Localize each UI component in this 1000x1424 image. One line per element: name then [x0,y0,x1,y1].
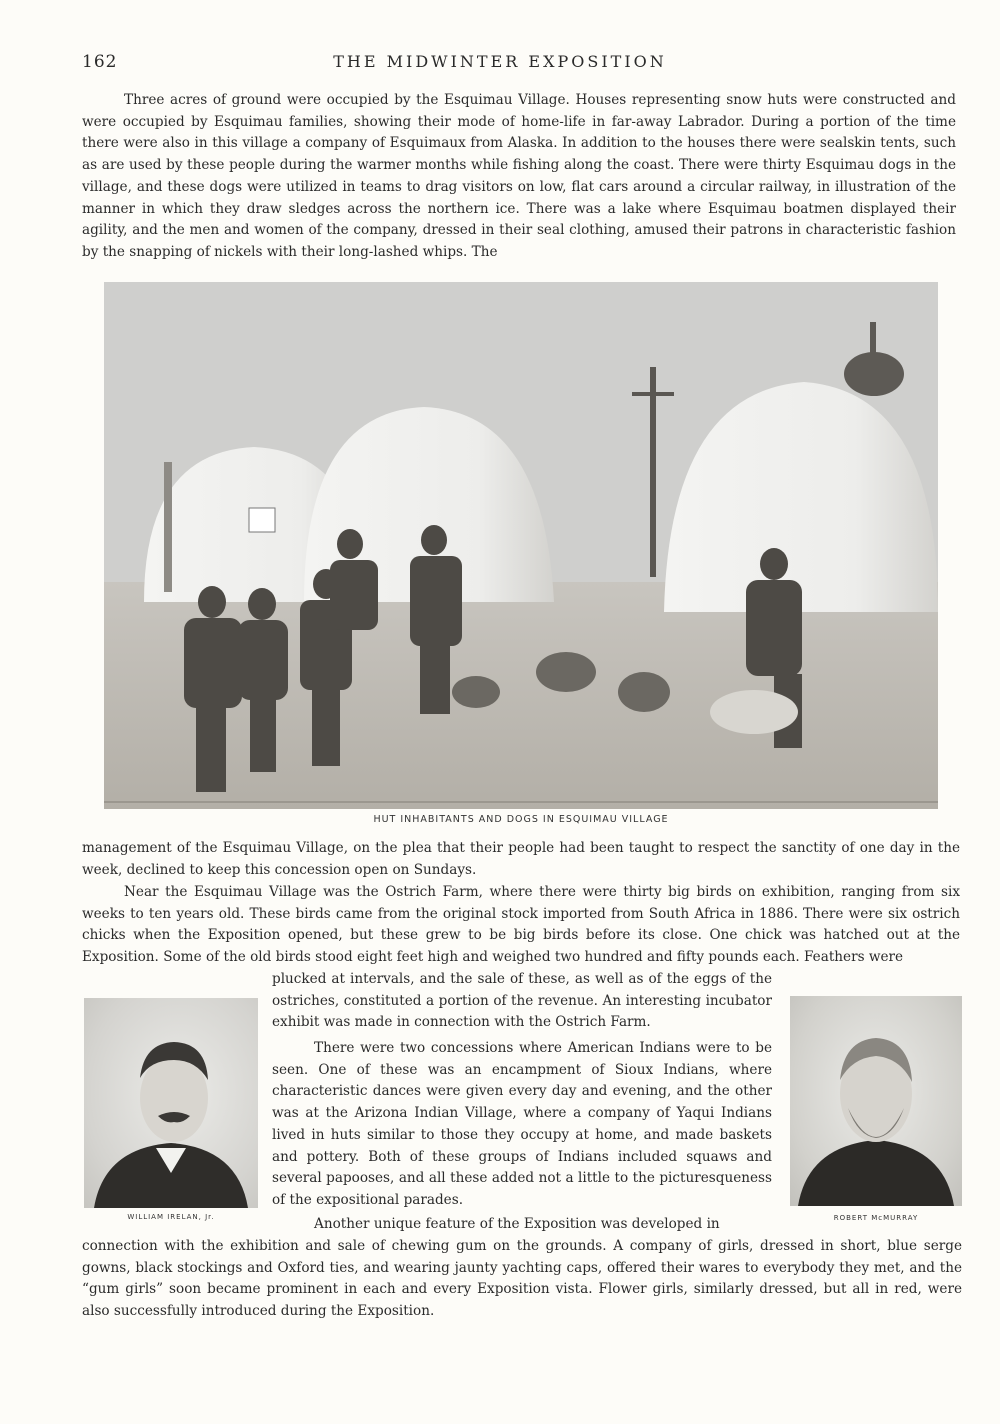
portrait-illustration-left [84,998,258,1208]
paragraph-gum-girls-start: Another unique feature of the Exposition was developed in [314,1216,720,1232]
main-photo-caption: HUT INHABITANTS AND DOGS IN ESQUIMAU VILLAGE [373,814,669,825]
paragraph-ostrich-farm: Near the Esquimau Village was the Ostrich Farm, where there were thirty big birds on exhibition, ranging from six weeks to ten years old. These birds came from the original stock imported from South Africa in 1886. There were six ostrich chicks when the Exposition opened, but these grew to be big birds before its close. One chick was hatched out at the Exposition. Some of the old birds stood eight feet high and weighed two hundred and fifty pounds each. Feathers were [82,884,960,966]
portrait-illustration-right [790,996,962,1206]
right-portrait-caption: ROBERT McMURRAY [833,1214,919,1222]
paragraph-gum-girls: connection with the exhibition and sale of chewing gum on the grounds. A company of girls, dressed in short, blue serge gowns, black stockings and Oxford ties, and wearing jaunty yachting caps, offered their wares to everybody they met, and the “gum girls” soon became prominent in each and every Exposition vista. Flower girls, similarly dressed, but all in red, were also successfully introduced during the Exposition. [82,1238,962,1320]
page-number: 162 [82,52,118,72]
running-head: THE MIDWINTER EXPOSITION [333,52,667,71]
paragraph-esquimau-sundays: management of the Esquimau Village, on the plea that their people had been taught to respect the sanctity of one day in the week, declined to keep this concession open on Sundays. [82,840,960,878]
paragraph-american-indians: There were two concessions where American Indians were to be seen. One of these was an encampment of Sioux Indians, where characteristic dances were given every day and evening, and the other was at the Arizona Indian Village, where a company of Yaqui Indians lived in huts similar to those they occupy at home, and made baskets and pottery. Both of these groups of Indians included squaws and several papooses, and all these added not a little to the picturesqueness of the expositional parades. [272,1040,772,1208]
photo-esquimau-village [104,282,938,809]
portrait-william-irelan [84,998,258,1208]
paragraph-ostrich-farm-continued: plucked at intervals, and the sale of these, as well as of the eggs of the ostriches, constituted a portion of the revenue. An interesting incubator exhibit was made in connection with the Ostrich Farm. [272,971,772,1031]
paragraph-esquimau-village: Three acres of ground were occupied by the Esquimau Village. Houses representing snow huts were constructed and were occupied by Esquimau families, showing their mode of home-life in far-away Labrador. During a portion of the time there were also in this village a company of Esquimaux from Alaska. In addition to the houses there were sealskin tents, such as are used by these people during the warmer months while fishing along the coast. There were thirty Esquimau dogs in the village, and these dogs were utilized in teams to drag visitors on low, flat cars around a circular railway, in illustration of the manner in which they draw sledges across the northern ice. There was a lake where Esquimau boatmen displayed their agility, and the men and women of the company, dressed in their seal clothing, amused their patrons in characteristic fashion by the snapping of nickels with their long-lashed whips. The [82,92,956,260]
portrait-robert-mcmurray [790,996,962,1206]
esquimau-village-illustration [104,282,938,809]
left-portrait-caption: WILLIAM IRELAN, Jr. [127,1213,215,1221]
